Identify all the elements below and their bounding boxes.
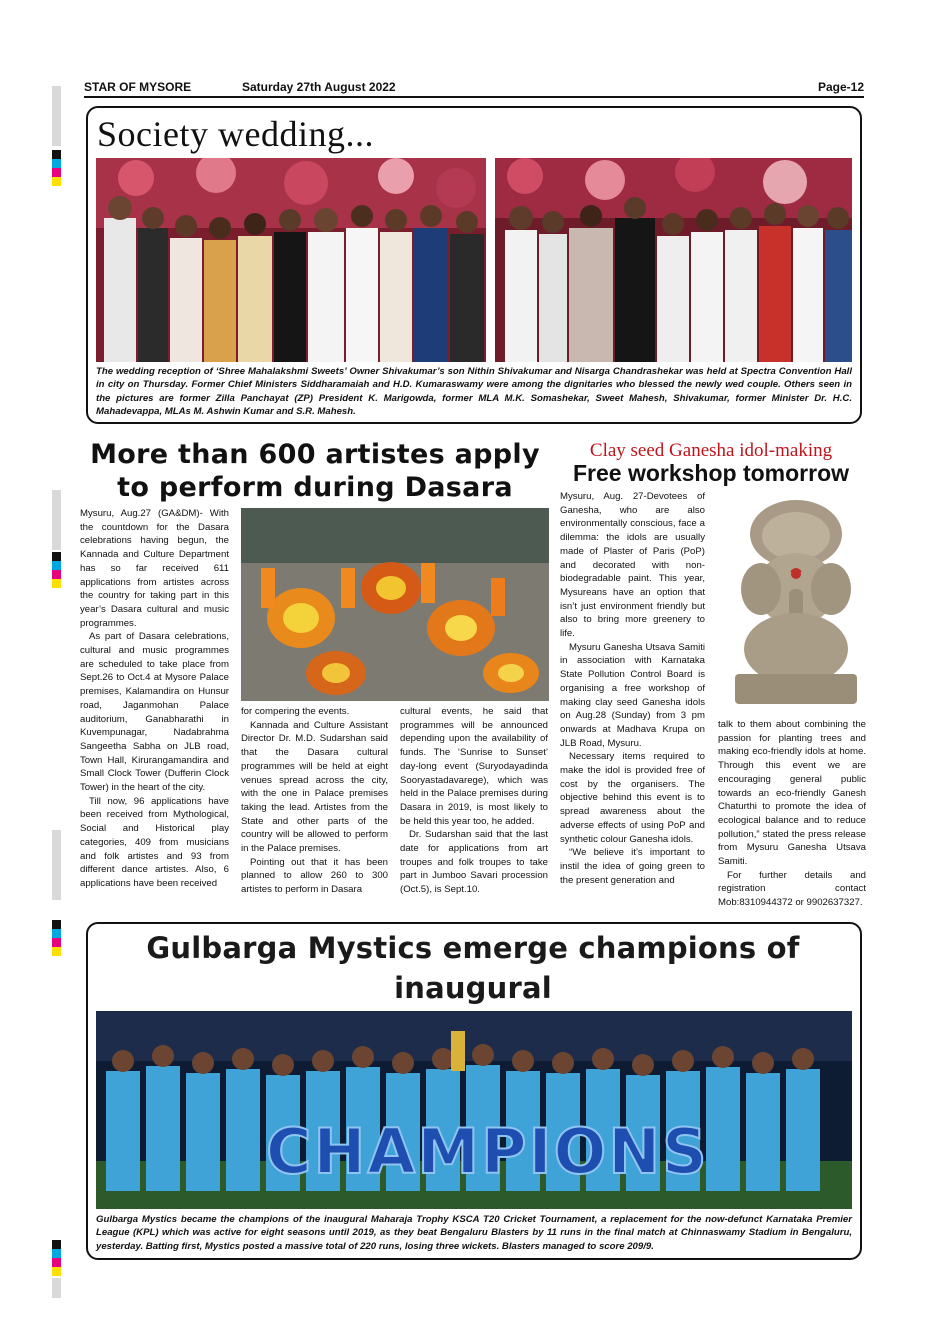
cricket-photo xyxy=(96,1011,852,1209)
dasara-col3-para1: cultural events, he said that programmes will be announced depending upon the availability of funds. The ‘Sunrise to Sunset’ day-long event (Suryodayadinda Sooryastadavarege), which was held in the Palace premises during Dasara in 2019, is most likely to be held this year too, he added. xyxy=(400,706,548,827)
dasara-photo xyxy=(241,508,549,701)
society-wedding-title: Society wedding... xyxy=(97,114,374,154)
dasara-column-1 xyxy=(80,507,229,891)
cricket-headline-line1: Gulbarga Mystics emerge champions of inaugural xyxy=(146,931,800,1005)
registration-colour-marks-mid1 xyxy=(52,552,61,588)
ganesha-column-2 xyxy=(718,718,866,910)
champions-banner-text: CHAMPIONS xyxy=(266,1115,709,1188)
ganesha-col2-para1: talk to them about combining the passion for planting trees and making eco-friendly idols at home. Through this event we are encouraging general public towards an eco-friendly Ganesh Chaturthi to promote the idea of ecological balance and to reduce pollution,” stated the press release from Mysuru Ganesha Utsava Samiti. xyxy=(718,719,866,868)
registration-grey-bar-mid2 xyxy=(52,830,61,900)
ganesha-col1-para4: “We believe it’s important to instil the idea of going green to the present generation and xyxy=(560,847,705,886)
registration-grey-bar-mid1 xyxy=(52,490,61,550)
ganesha-col1-para3: Necessary items required to make the idol is provided free of cost by the organisers. The objective behind this event is to spread awareness about the adverse effects of using PoP and synthetic colour Ganesha idols. xyxy=(560,751,705,845)
ganesha-headline: Free workshop tomorrow xyxy=(572,460,850,486)
paper-name: STAR OF MYSORE xyxy=(84,80,192,94)
registration-colour-marks-bottom xyxy=(52,1240,61,1276)
dasara-col1-para2: As part of Dasara celebrations, cultural and music programmes are scheduled to take place from Sept.26 to Oct.4 at Mysore Palace premises, Kalamandira on Hunsur road, Jaganmohan Palace auditorium, Ganabharathi in Kuvempunagar, Nadabrahma Sangeetha Sabha on JLB road, Town Hall, Kirurangamandira and Small Clock Tower (Dufferin Clock Tower) in the heart of the city. xyxy=(80,631,229,794)
dasara-headline-line1: More than 600 artistes apply xyxy=(90,439,540,470)
wedding-photo-left-image xyxy=(96,158,486,362)
dasara-headline-line2: to perform during Dasara xyxy=(117,472,513,503)
ganesha-photo-image xyxy=(721,494,867,712)
registration-grey-bar-bottom xyxy=(52,1278,61,1298)
ganesha-column-1 xyxy=(560,490,705,887)
dasara-col1-para3: Till now, 96 applications have been received from Mythological, Social and Historical play categories, 409 from musicians and folk artistes and 93 from different dance artistes. Also, 6 applications have been received xyxy=(80,795,229,889)
dasara-col2-para3: Pointing out that it has been planned to allow 260 to 300 artistes to perform in Dasara xyxy=(241,856,388,896)
dasara-column-3 xyxy=(400,705,548,897)
wedding-photo-right xyxy=(495,158,852,362)
page-number: Page-12 xyxy=(817,80,864,94)
dasara-col2-para1: for compering the events. xyxy=(241,706,350,717)
dasara-column-2 xyxy=(241,705,388,897)
ganesha-col1-para2: Mysuru Ganesha Utsava Samiti in association with Karnataka State Pollution Control Board is organising a free workshop of making clay seed Ganesha idols on Aug.28 (Sunday) from 3 pm onwards at Madhava Krupa on JLB Road, Mysuru. xyxy=(560,641,705,749)
registration-grey-bar-top xyxy=(52,86,61,146)
wedding-photo-right-image xyxy=(495,158,852,362)
dasara-col3-para2: Dr. Sudarshan said that the last date for applications from art troupes and folk troupes to take part in Jumboo Savari procession (Oct.5), is Sept.10. xyxy=(400,829,548,896)
dasara-col1-para1: Mysuru, Aug.27 (GA&DM)- With the countdown for the Dasara celebrations having begun, the Kannada and Culture Department has so far received 611 applications from artistes across the country for taking part in this year’s Dasara cultural and music programmes. xyxy=(80,508,229,629)
ganesha-photo xyxy=(721,494,867,712)
registration-colour-marks-mid2 xyxy=(52,920,61,956)
dasara-headline xyxy=(80,438,550,504)
wedding-caption: The wedding reception of ‘Shree Mahalakshmi Sweets’ Owner Shivakumar’s son Nithin Shivakumar and Nisarga Chandrashekar was held at Spectra Convention Hall in city on Thursday. Former Chief Ministers Siddharamaiah and H.D. Kumaraswamy were among the dignitaries who blessed the newly wed couple. Others seen in the pictures are former Zilla Panchayat (ZP) President K. Marigowda, former MLA M.K. Somashekar, Sweet Mahesh, Shivakumar, former Minister Dr. H.C. Mahadevappa, MLAs M. Ashwin Kumar and S.R. Mahesh. xyxy=(96,366,852,418)
ganesha-col2-para2: For further details and registration contact Mob:8310944372 or 9902637327. xyxy=(718,869,866,909)
masthead xyxy=(84,78,864,96)
ganesha-kicker: Clay seed Ganesha idol-making xyxy=(589,440,833,461)
dasara-photo-image xyxy=(241,508,549,701)
cricket-caption: Gulbarga Mystics became the champions of the inaugural Maharaja Trophy KSCA T20 Cricket Tournament, a replacement for the now-defunct Karnataka Premier League (KPL) which was active for eight seasons until 2019, as they beat Bengaluru Blasters by 11 runs in the final match at Chinnaswamy Stadium in Bengaluru, yesterday. Batting first, Mystics posted a massive total of 220 runs, losing three wickets. Blasters managed to score 209/9. xyxy=(96,1214,852,1252)
issue-date: Saturday 27th August 2022 xyxy=(242,80,396,94)
dasara-col2-para2: Kannada and Culture Assistant Director Dr. M.D. Sudarshan said that the Dasara cultural programmes will be held at eight venues spread across the city, with the one in Palace premises taking the lead. Artistes from the State and other parts of the country will be allowed to perform in the Palace premises. xyxy=(241,719,388,855)
ganesha-col1-para1: Mysuru, Aug. 27-Devotees of Ganesha, who are also environmentally conscious, face a dilemma: the idols are usually made of Plaster of Paris (PoP) and decorated with non-biodegradable paint. This year, Mysureans have an option that isn’t just environment friendly but also to bring more greenery to life. xyxy=(560,491,705,640)
cricket-photo-image xyxy=(96,1011,852,1209)
registration-colour-marks-top xyxy=(52,150,61,186)
masthead-rule xyxy=(84,96,864,98)
wedding-photo-left xyxy=(96,158,486,362)
